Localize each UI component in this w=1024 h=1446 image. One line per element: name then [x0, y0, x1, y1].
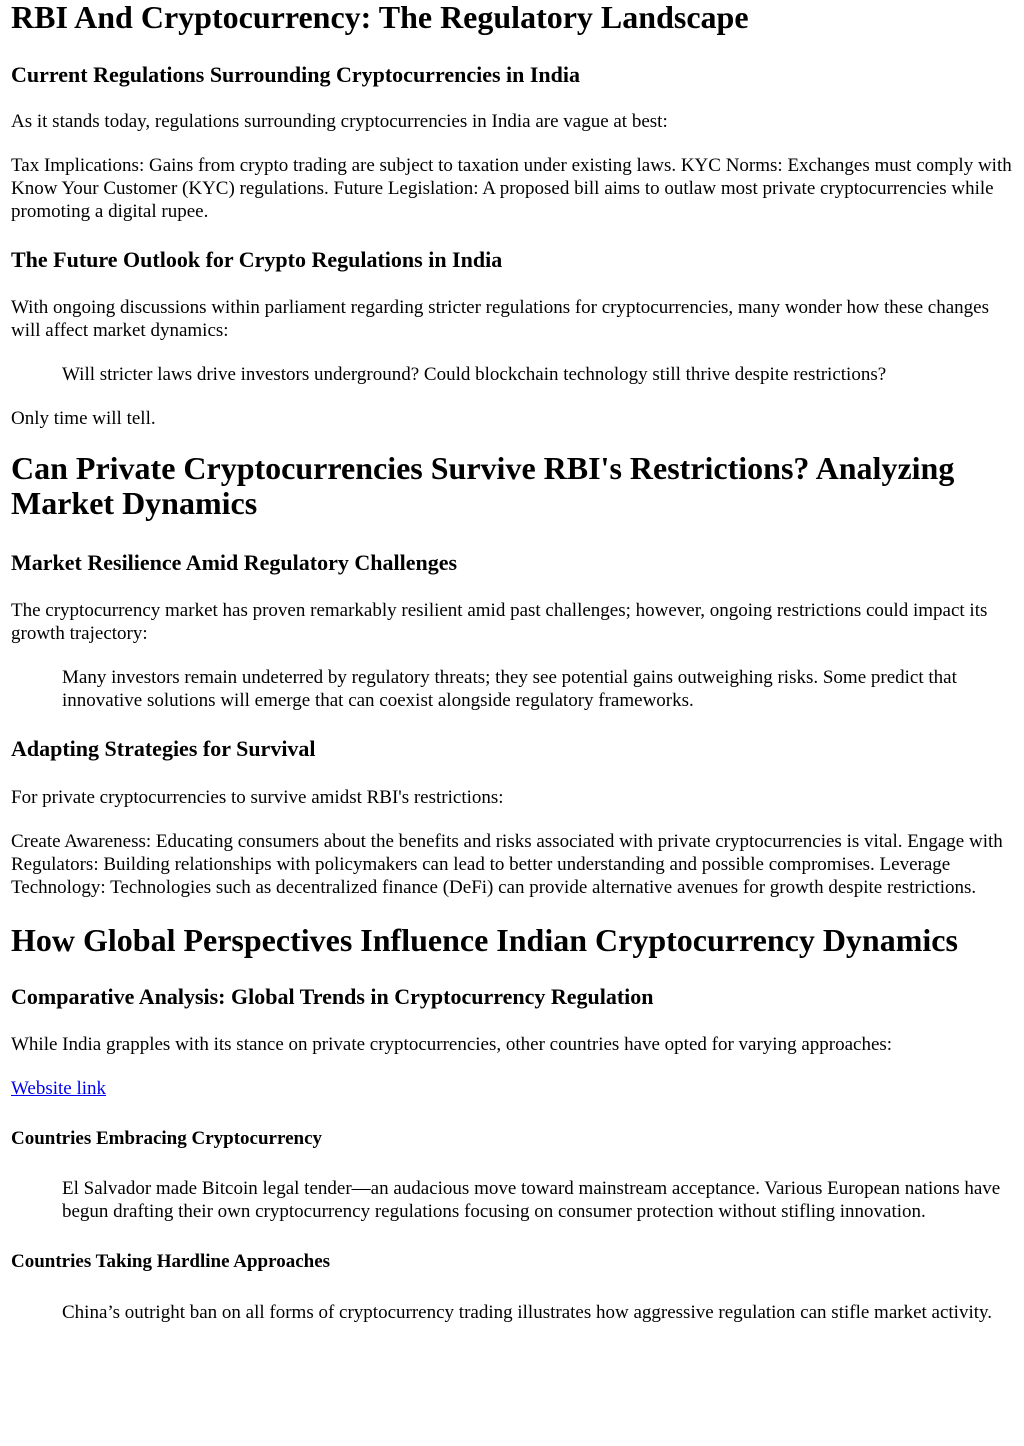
paragraph-future-intro: With ongoing discussions within parliament regarding stricter regulations for cryptocurrencies, many wonder how these changes will affect market dynamics:	[11, 297, 989, 341]
paragraph-current-intro: As it stands today, regulations surrounding cryptocurrencies in India are vague at best:	[11, 111, 668, 132]
paragraph-resilience-intro: The cryptocurrency market has proven remarkably resilient amid past challenges; however, ongoing restrictions could impact its growth trajectory:	[11, 600, 988, 644]
heading-countries-hardline: Countries Taking Hardline Approaches	[11, 1251, 331, 1272]
heading-market-resilience: Market Resilience Amid Regulatory Challenges	[11, 550, 458, 575]
heading-current-regulations: Current Regulations Surrounding Cryptocurrencies in India	[11, 62, 581, 87]
paragraph-current-body: Tax Implications: Gains from crypto trading are subject to taxation under existing laws. KYC Norms: Exchanges must comply with Know Your Customer (KYC) regulations. Future Legislation: A proposed bill aims to outlaw most private cryptocurrencies while promoting a digital rupee.	[11, 155, 1012, 222]
section-title-global: How Global Perspectives Influence Indian Cryptocurrency Dynamics	[11, 922, 958, 958]
heading-comparative-analysis: Comparative Analysis: Global Trends in Cryptocurrency Regulation	[11, 984, 654, 1009]
paragraph-strategies-body: Create Awareness: Educating consumers about the benefits and risks associated with private cryptocurrencies is vital. Engage with Regulators: Building relationships with policymakers can lead to better understanding and possible compromises. Leverage Technology: Technologies such as decentralized finance (DeFi) can provide alternative avenues for growth despite restrictions.	[11, 831, 1003, 898]
website-link[interactable]: Website link	[11, 1078, 107, 1099]
quote-resilience: Many investors remain undeterred by regulatory threats; they see potential gains outweighing risks. Some predict that innovative solutions will emerge that can coexist alongside regulatory frameworks.	[62, 667, 957, 711]
heading-adapting-strategies: Adapting Strategies for Survival	[11, 736, 316, 761]
paragraph-comparative-intro: While India grapples with its stance on private cryptocurrencies, other countries have opted for varying approaches:	[11, 1034, 893, 1055]
paragraph-future-outro: Only time will tell.	[11, 408, 156, 429]
section-title-private: Can Private Cryptocurrencies Survive RBI's Restrictions? Analyzing Market Dynamics	[11, 450, 955, 521]
quote-future: Will stricter laws drive investors underground? Could blockchain technology still thrive despite restrictions?	[62, 364, 887, 385]
section-title-rbi: RBI And Cryptocurrency: The Regulatory Landscape	[11, 0, 749, 35]
paragraph-strategies-intro: For private cryptocurrencies to survive amidst RBI's restrictions:	[11, 787, 504, 808]
heading-countries-embracing: Countries Embracing Cryptocurrency	[11, 1128, 323, 1149]
link-paragraph	[11, 1077, 1014, 1100]
heading-future-outlook: The Future Outlook for Crypto Regulations in India	[11, 247, 503, 272]
quote-embracing: El Salvador made Bitcoin legal tender—an audacious move toward mainstream acceptance. Various European nations have begun drafting their own cryptocurrency regulations focusing on consumer protection without stifling innovation.	[62, 1178, 1001, 1222]
quote-hardline: China’s outright ban on all forms of cryptocurrency trading illustrates how aggressive regulation can stifle market activity.	[62, 1302, 993, 1323]
